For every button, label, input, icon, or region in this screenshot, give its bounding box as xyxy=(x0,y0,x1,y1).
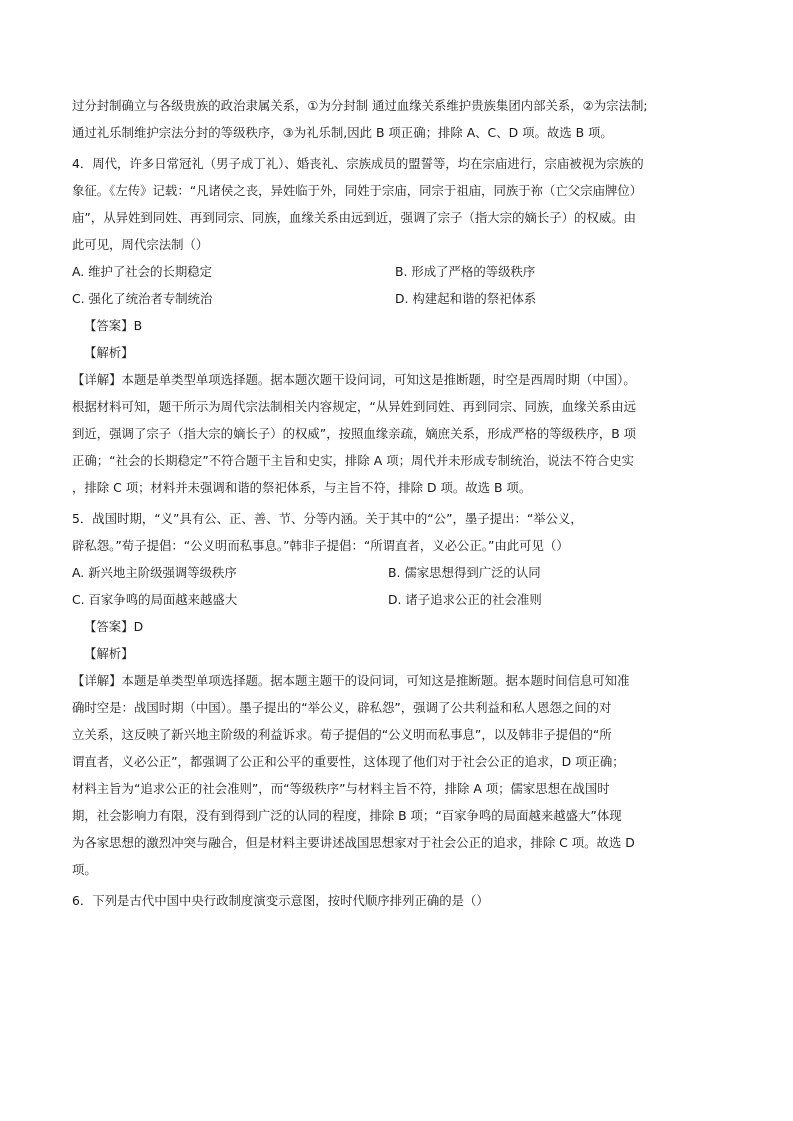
q5-detail-line-2: 确时空是：战国时期（中国）。墨子提出的“举公义，辟私怨”，强调了公共利益和私人恩怨之间的对 xyxy=(72,700,612,715)
q5-stem-line-2: 辟私怨。”荀子提倡：“公义明而私事息。”韩非子提倡：“所谓直者，义必公正。”由此可见（） xyxy=(72,538,569,553)
q5-option-d: D. 诸子追求公正的社会准则 xyxy=(388,592,542,607)
q4-options xyxy=(72,258,724,312)
q4-stem-line-2: 象征。《左传》记载：“凡诸侯之丧，异姓临于外，同姓于宗庙，同宗于祖庙，同族于祢（亡父宗庙牌位） xyxy=(72,183,643,198)
q4-detail-line-2: 根据材料可知，题干所示为周代宗法制相关内容规定，“从异姓到同姓、再到同宗、同族，血缘关系由远 xyxy=(72,399,636,414)
q5-detail-line-8: 项。 xyxy=(72,862,97,877)
question-4 xyxy=(72,150,724,501)
q4-answer xyxy=(72,312,724,339)
intro-line-2: 通过礼乐制维护宗法分封的等级秩序，③为礼乐制,因此 B 项正确；排除 A、C、D 项。故选 B 项。 xyxy=(72,125,613,140)
q5-option-b: B. 儒家思想得到广泛的认同 xyxy=(388,565,541,580)
question-5 xyxy=(72,505,724,883)
intro-line-1: 过分封制确立与各级贵族的政治隶属关系，①为分封制 通过血缘关系维护贵族集团内部关系，②为宗法制; xyxy=(72,98,648,113)
q5-stem-line-1: 5．战国时期，“义”具有公、正、善、节、分等内涵。关于其中的“公”，墨子提出：“举公义， xyxy=(72,511,583,526)
q4-option-b: B. 形成了严格的等级秩序 xyxy=(395,264,536,279)
q5-analysis-label: 【解析】 xyxy=(84,646,134,661)
question-6 xyxy=(72,887,724,914)
q5-detail-line-1: 【详解】本题是单类型单项选择题。据本题主题干的设问词，可知这是推断题。据本题时间信息可知准 xyxy=(72,673,630,688)
q5-detail-line-5: 材料主旨为“追求公正的社会准则”，而“等级秩序”与材料主旨不符，排除 A 项；儒家思想在战国时 xyxy=(72,781,610,796)
q4-answer-value: B xyxy=(133,318,143,333)
q5-detail-line-6: 期，社会影响力有限，没有到得到广泛的认同的程度，排除 B 项；“百家争鸣的局面越来越盛大”体现 xyxy=(72,808,622,823)
q4-stem-line-3: 庙”，从异姓到同姓、再到同宗、同族，血缘关系由远到近，强调了宗子（指大宗的嫡长子）的权威。由 xyxy=(72,210,636,225)
q4-detail-line-3: 到近，强调了宗子（指大宗的嫡长子）的权威”，按照血缘亲疏，嫡庶关系，形成严格的等级秩序，B 项 xyxy=(72,426,637,441)
q4-detail-line-4: 正确；“社会的长期稳定”不符合题干主旨和史实，排除 A 项；周代并未形成专制统治，说法不符合史实 xyxy=(72,453,634,468)
q4-option-a: A. 维护了社会的长期稳定 xyxy=(72,264,213,279)
q4-answer-label: 【答案】 xyxy=(84,318,134,333)
document-page xyxy=(72,92,724,914)
q4-analysis-label: 【解析】 xyxy=(84,345,134,360)
q5-detail-line-4: 谓直者，义必公正”，都强调了公正和公平的重要性，这体现了他们对于社会公正的追求，D 项正确； xyxy=(72,754,625,769)
q6-stem: 6．下列是古代中国中央行政制度演变示意图，按时代顺序排列正确的是（） xyxy=(72,893,489,908)
q4-stem-line-1: 4．周代，许多日常冠礼（男子成丁礼）、婚丧礼、宗族成员的盟誓等，均在宗庙进行，宗庙被视为宗族的 xyxy=(72,156,644,171)
q4-option-c: C. 强化了统治者专制统治 xyxy=(72,291,213,306)
q5-answer-label: 【答案】 xyxy=(84,619,134,634)
q5-detail-line-7: 为各家思想的激烈冲突与融合，但是材料主要讲述战国思想家对于社会公正的追求，排除 C 项。故选 D xyxy=(72,835,635,850)
q5-option-a: A. 新兴地主阶级强调等级秩序 xyxy=(72,565,237,580)
q5-options xyxy=(72,559,724,613)
q4-detail-line-5: ，排除 C 项；材料并未强调和谐的祭祀体系，与主旨不符，排除 D 项。故选 B 项。 xyxy=(72,480,532,495)
q4-stem-line-4: 此可见，周代宗法制（） xyxy=(72,237,209,252)
q5-answer-value: D xyxy=(133,619,144,634)
q4-option-d: D. 构建起和谐的祭祀体系 xyxy=(395,291,537,306)
q5-detail-line-3: 立关系，这反映了新兴地主阶级的利益诉求。荀子提倡的“公义明而私事息”，以及韩非子提倡的“所 xyxy=(72,727,612,742)
q5-answer xyxy=(72,613,724,640)
q4-detail-line-1: 【详解】本题是单类型单项选择题。据本题次题干设问词，可知这是推断题，时空是西周时期（中国）。 xyxy=(72,372,636,387)
q5-option-c: C. 百家争鸣的局面越来越盛大 xyxy=(72,592,238,607)
